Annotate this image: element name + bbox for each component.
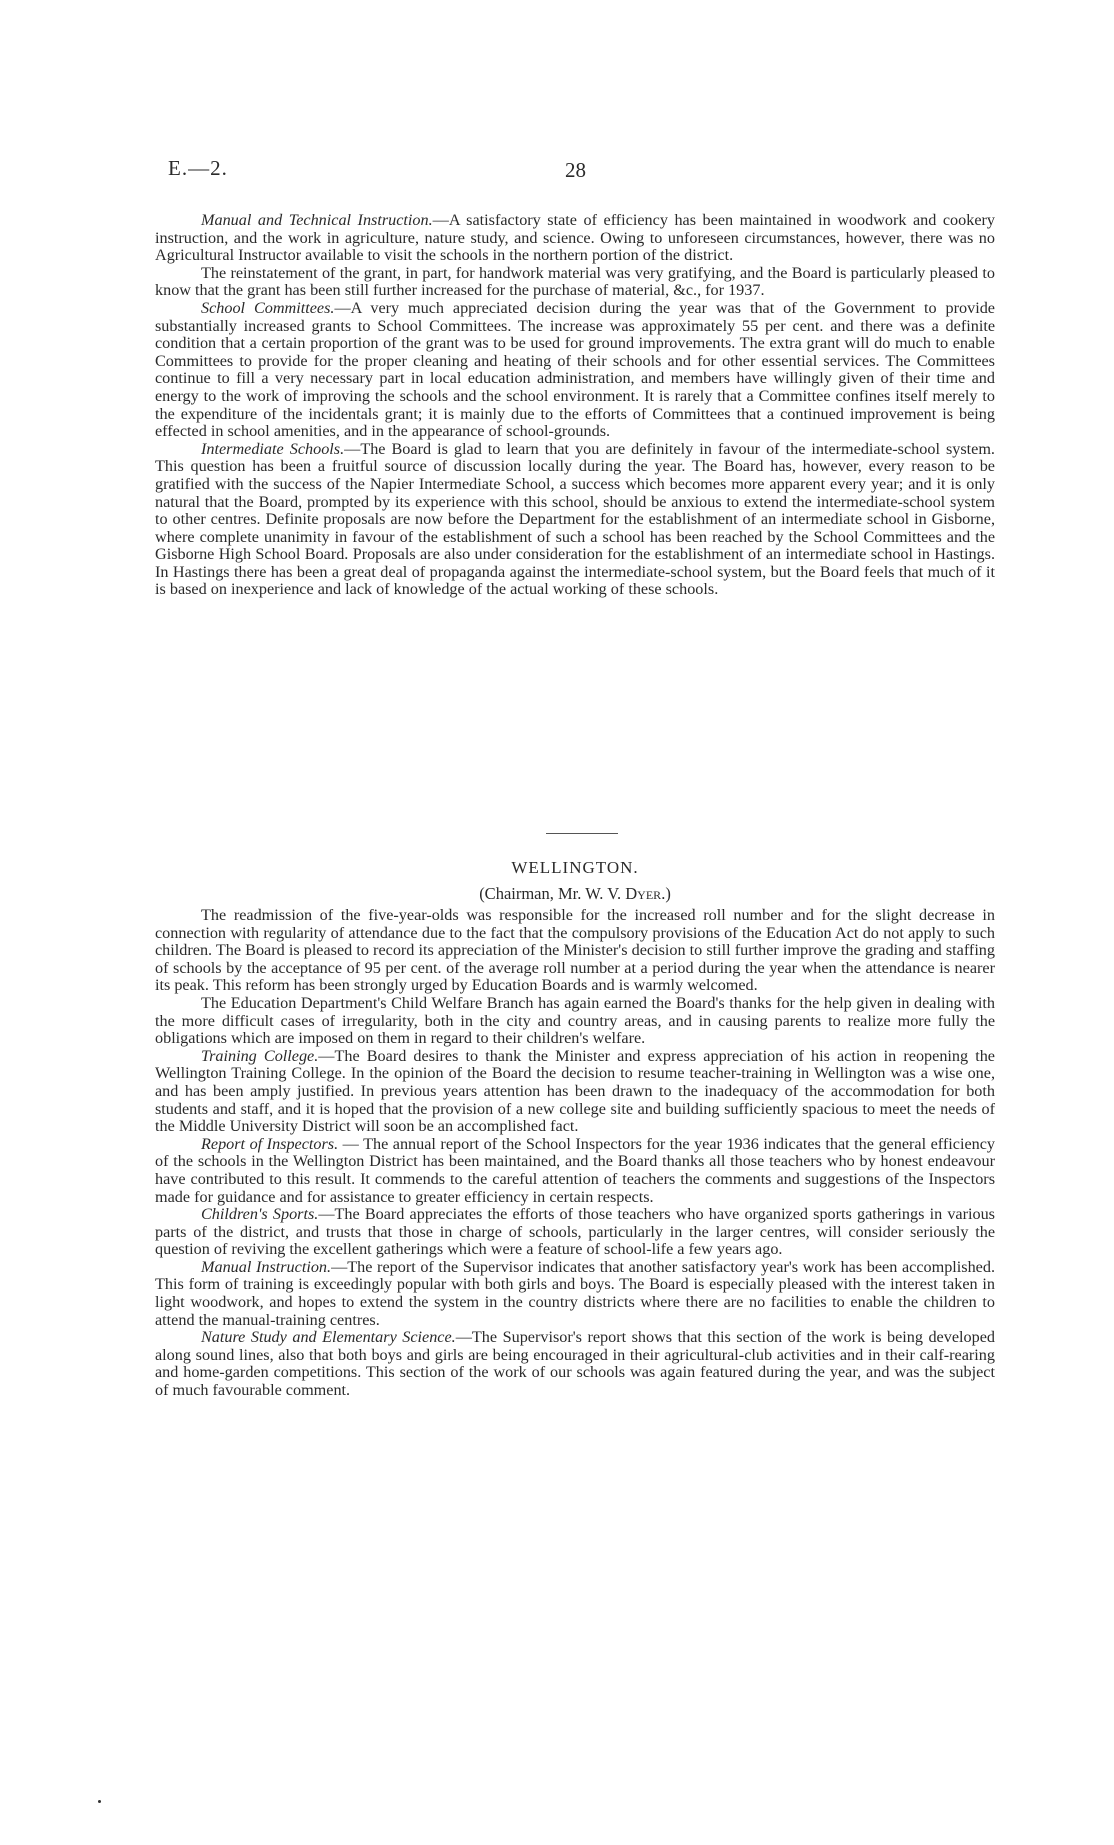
paragraph-text: The reinstatement of the grant, in part, for handwork material was very gratifying, and the Board is particularly pleased to know that the grant has been still further increased for the purchase of material, &c., for 1937.: [155, 263, 995, 300]
wellington-section: [155, 907, 995, 1400]
page-number: 28: [565, 158, 586, 182]
paragraph-text: —A very much appreciated decision during the year was that of the Government to provide substantially increased grants to School Committees. The increase was approximately 55 per cent. and there was a definite condition that a certain proportion of the grant was to be used for ground improvements. The extra grant will do much to enable Committees to provide for the proper cleaning and heating of their schools and for other essential services. The Committees continue to fill a very necessary part in local education administration, and members have willingly given of their time and energy to the work of improving the schools and the school environment. It is rarely that a Committee confines itself merely to the expenditure of the incidentals grant; it is mainly due to the efforts of Committees that a continued improvement is being effected in school amenities, and in the appearance of school-grounds.: [155, 298, 995, 441]
paragraph-heading: Nature Study and Elementary Science.: [201, 1328, 456, 1347]
paragraph-grant-reinstatement: [155, 265, 995, 300]
paragraph-text: The Education Department's Child Welfare Branch has again earned the Board's thanks for the help given in dealing with the more difficult cases of irregularity, both in the city and country areas, and in causing parents to realize more fully the obligations which are imposed on them in regard to their children's welfare.: [155, 993, 995, 1048]
section-divider: [546, 833, 618, 834]
paragraph-manual-technical: [155, 212, 995, 265]
paragraph-heading: Manual and Technical Instruction.: [201, 211, 433, 229]
paragraph-training-college: [155, 1048, 995, 1136]
paragraph-heading: Intermediate Schools.: [201, 439, 345, 458]
paragraph-heading: Manual Instruction.: [201, 1257, 332, 1276]
paragraph-heading: School Committees.: [201, 298, 335, 317]
paragraph-heading: Training College.: [201, 1046, 319, 1065]
paragraph-nature-study: [155, 1329, 995, 1399]
paragraph-readmission: [155, 907, 995, 995]
section-title: WELLINGTON.: [511, 858, 639, 877]
paragraph-heading: Children's Sports.: [201, 1205, 319, 1224]
paragraph-text: —The report of the Supervisor indicates that another satisfactory year's work has been accomplished. This form of training is exceedingly popular with both girls and boys. The Board is especially pleased with the interest taken in light woodwork, and hopes to extend the system in the country districts where there are no facilities to enable the children to attend the manual-training centres.: [155, 1257, 996, 1329]
chairman-prefix: (Chairman, Mr. W. V.: [479, 884, 626, 903]
paragraph-text: —A satisfactory state of efficiency has been maintained in woodwork and cookery instruction, and the work in agriculture, nature study, and science. Owing to unforeseen circumstances, however, there was no Agricultural Instructor available to visit the schools in the northern portion of the district.: [155, 211, 995, 265]
top-section: [155, 212, 995, 599]
paragraph-text: —The Board is glad to learn that you are definitely in favour of the intermediate-school system. This question has been a fruitful source of discussion locally during the year. The Board has, however, every reason to be gratified with the success of the Napier Intermediate School, a success which becomes more apparent every year; and it is only natural that the Board, prompted by its experience with this school, should be anxious to extend the intermediate-school system to other centres. Definite proposals are now before the Department for the establishment of an intermediate school in Gisborne, where complete unanimity in favour of the establishment of such a school has been reached by the School Committees and the Gisborne High School Board. Proposals are also under consideration for the establishment of an intermediate school in Hastings. In Hastings there has been a great deal of propaganda against the intermediate-school system, but the Board feels that much of it is based on inexperience and lack of knowledge of the actual working of these schools.: [155, 439, 995, 599]
chairman-line: [155, 884, 995, 904]
chairman-surname: Dyer: [625, 884, 662, 903]
paragraph-manual-instruction: [155, 1259, 995, 1329]
paragraph-intermediate-schools: [155, 441, 995, 599]
paragraph-childrens-sports: [155, 1206, 995, 1259]
paragraph-heading: Report of Inspectors.: [201, 1134, 339, 1153]
paragraph-report-inspectors: [155, 1136, 995, 1206]
page-reference: E.—2.: [168, 156, 228, 180]
chairman-suffix: .): [661, 884, 671, 903]
paragraph-text: —The Board desires to thank the Minister and express appreciation of his action in reopening the Wellington Training College. In the opinion of the Board the decision to resume teacher-training in Wellington was a wise one, and has been amply justified. In previous years attention has been drawn to the inadequacy of the accommodation for both students and staff, and it is hoped that the provision of a new college site and building sufficiently spacious to meet the needs of the Middle University District will soon be an accomplished fact.: [155, 1046, 995, 1136]
paragraph-text: —The Supervisor's report shows that this section of the work is being developed along sound lines, also that both boys and girls are being encouraged in their agricultural-club activities and in their calf-rearing and home-garden competitions. This section of the work of our schools was again featured during the year, and was the subject of much favourable comment.: [155, 1328, 995, 1400]
scan-speck: [98, 1800, 101, 1803]
paragraph-school-committees: [155, 300, 995, 441]
paragraph-child-welfare: [155, 995, 995, 1048]
paragraph-text: — The annual report of the School Inspectors for the year 1936 indicates that the general efficiency of the schools in the Wellington District has been maintained, and the Board thanks all those teachers who by honest endeavour have contributed to this result. It commends to the careful attention of teachers the comments and suggestions of the Inspectors made for guidance and for assistance to greater efficiency in certain respects.: [155, 1134, 995, 1206]
paragraph-text: —The Board appreciates the efforts of those teachers who have organized sports gatherings in various parts of the district, and trusts that those in charge of schools, particularly in the larger centres, will consider seriously the question of reviving the excellent gatherings which were a feature of school-life a few years ago.: [155, 1205, 995, 1259]
paragraph-text: The readmission of the five-year-olds was responsible for the increased roll number and for the slight decrease in connection with regularity of attendance due to the fact that the compulsory provisions of the Education Act do not apply to such children. The Board is pleased to record its appreciation of the Minister's decision to still further improve the grading and staffing of schools by the acceptance of 95 per cent. of the average roll number at a period during the year when the attendance is nearer its peak. This reform has been strongly urged by Education Boards and is warmly welcomed.: [155, 906, 995, 995]
